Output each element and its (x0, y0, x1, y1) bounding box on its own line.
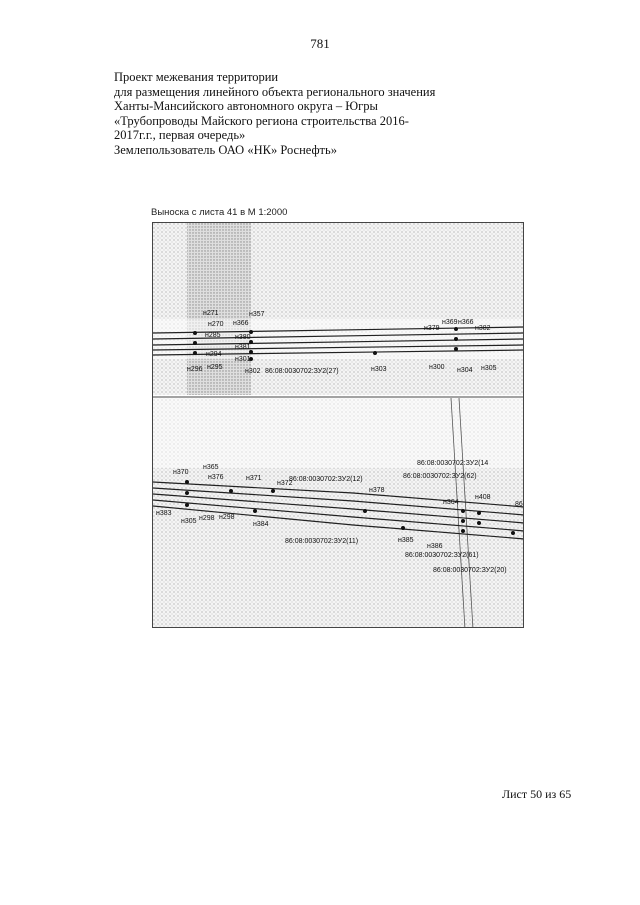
map-label: н379 (424, 325, 440, 332)
map-label: 86:08:0030702:ЗУ2(20) (433, 567, 507, 574)
map-label: н370 (173, 469, 189, 476)
map-label: н295 (207, 364, 223, 371)
map-label: н302 (245, 368, 261, 375)
map-label: н285 (205, 332, 221, 339)
header-line: для размещения линейного объекта регионального значения (114, 84, 436, 99)
map-label: н300 (429, 364, 445, 371)
header-line: 2017г.г., первая очередь» (114, 128, 246, 143)
map-label: н294 (206, 351, 222, 358)
map-drawing (153, 223, 524, 628)
map-label: н366 (458, 319, 474, 326)
map-label: 86:08:0030702:ЗУ2(14 (417, 460, 489, 467)
map-label: 86 (515, 501, 523, 508)
header-line: Проект межевания территории (114, 70, 279, 84)
map-label: н357 (249, 311, 265, 318)
document-header (114, 70, 435, 158)
map-label: н305 (481, 365, 497, 372)
map-label: н382 (475, 325, 491, 332)
map-label: н372 (277, 480, 293, 487)
map-label: н305 (181, 518, 197, 525)
bottom-map-panel (153, 398, 524, 628)
map-label: 86:08:0030702:ЗУ2(11) (285, 538, 359, 545)
map-label: 86:08:0030702:ЗУ2(27) (265, 368, 339, 375)
map-label: 86:08:0030702:ЗУ2(12) (289, 476, 363, 483)
map-label: н364 (443, 499, 459, 506)
map-label: н270 (208, 321, 224, 328)
map-label: н376 (208, 474, 224, 481)
map-label: н298 (199, 515, 215, 522)
sheet-number: Лист 50 из 65 (502, 787, 572, 801)
header-line: Землепользователь ОАО «НК» Роснефть» (114, 142, 337, 157)
header-line: «Трубопроводы Майского региона строительства 2016- (114, 113, 409, 128)
map-label: н381 (235, 344, 251, 351)
map-label: н366 (233, 320, 249, 327)
top-map-panel (153, 223, 524, 395)
map-label: н298 (219, 514, 235, 521)
map-label: н384 (253, 521, 269, 528)
map-label: н386 (427, 543, 443, 550)
map-label: н301 (235, 356, 251, 363)
map-label: н408 (475, 494, 491, 501)
header-line: Ханты-Мансийского автономного округа – Югры (114, 99, 378, 114)
map-figure (152, 222, 524, 628)
map-label: н365 (203, 464, 219, 471)
page-number: 781 (310, 36, 330, 51)
map-label: н385 (398, 537, 414, 544)
map-label: 86:08:0030702:ЗУ2(62) (403, 473, 477, 480)
map-label: н383 (156, 510, 172, 517)
map-label: н380 (235, 334, 251, 341)
map-label: н369 (442, 319, 458, 326)
map-label: н371 (246, 475, 262, 482)
map-label: н296 (187, 366, 203, 373)
map-label: н303 (371, 366, 387, 373)
map-label: н304 (457, 367, 473, 374)
map-label: 86:08:0030702:ЗУ2(61) (405, 552, 479, 559)
map-label: н271 (203, 310, 219, 317)
map-caption: Выноска с листа 41 в М 1:2000 (151, 207, 288, 218)
map-label: н378 (369, 487, 385, 494)
